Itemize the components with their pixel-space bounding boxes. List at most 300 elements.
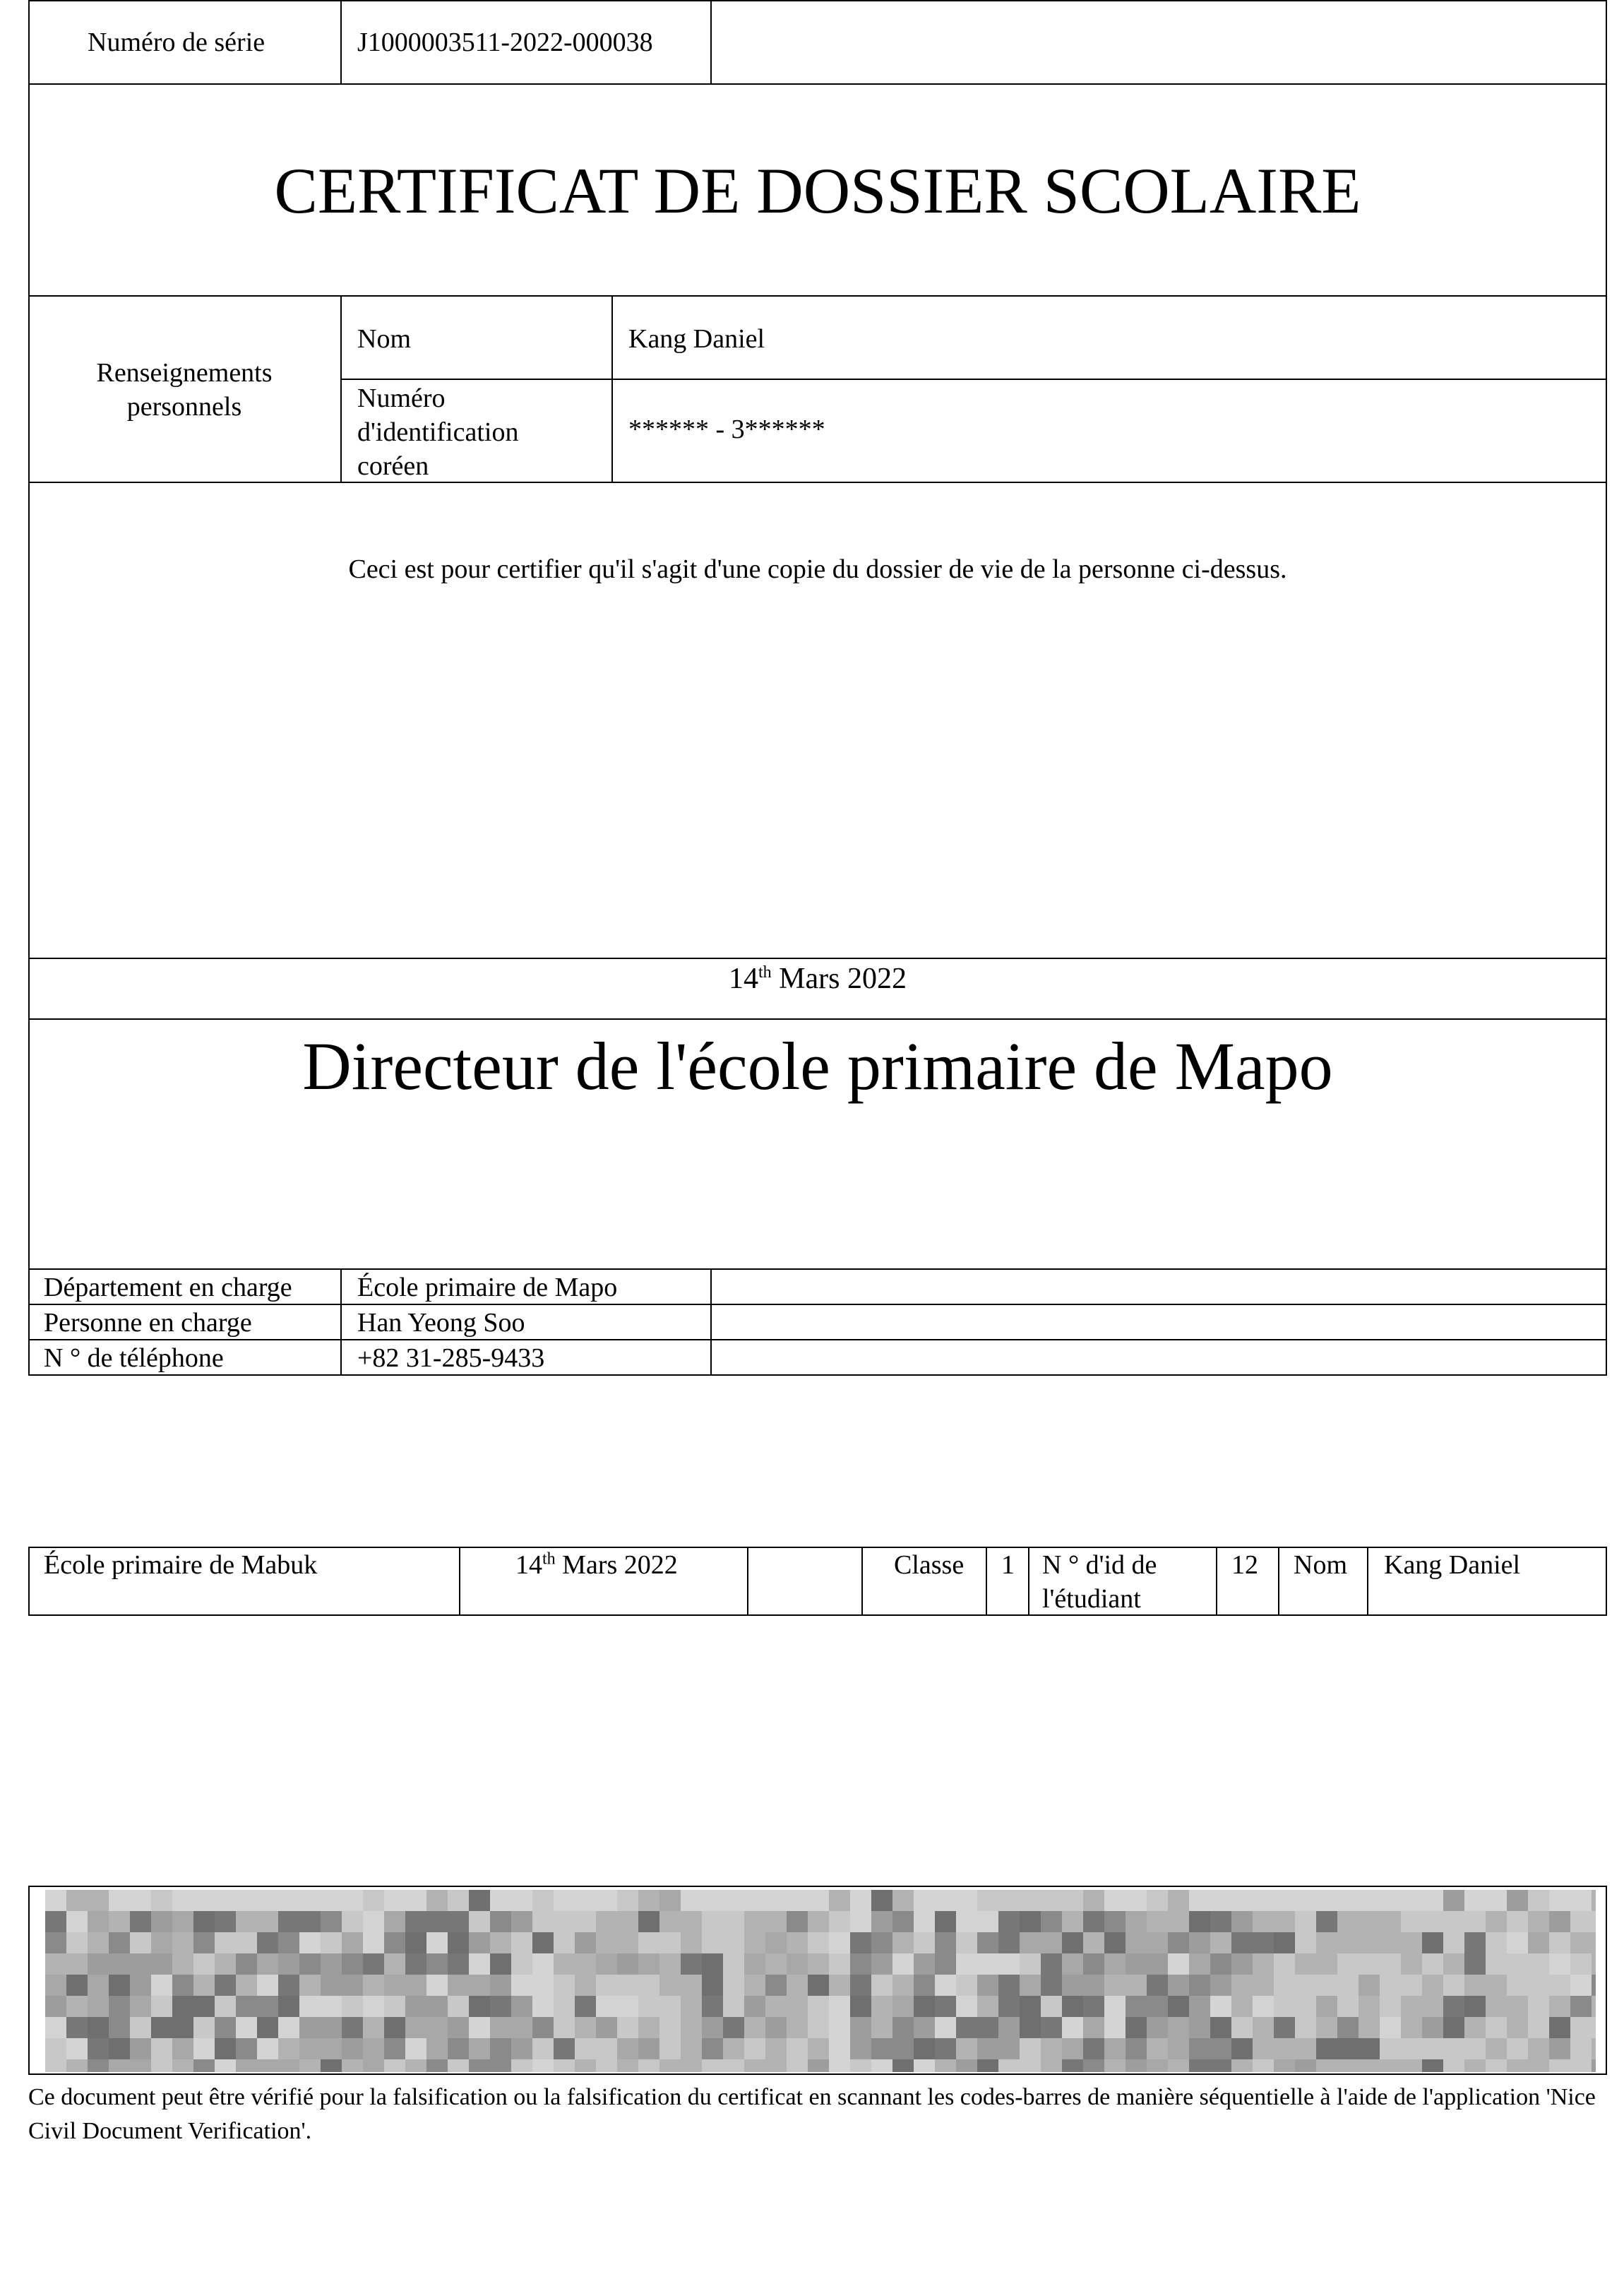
barcode-block: [977, 1953, 998, 1975]
barcode-block: [448, 2017, 469, 2038]
barcode-block: [363, 2038, 384, 2059]
barcode-block: [236, 2038, 257, 2059]
barcode-block: [1316, 1953, 1337, 1975]
barcode-block: [1231, 1996, 1253, 2017]
barcode-block: [66, 1953, 88, 1975]
barcode-block: [511, 2059, 532, 2072]
barcode-block: [1083, 1996, 1104, 2017]
barcode-block: [554, 1911, 575, 1932]
barcode-block: [1486, 2038, 1507, 2059]
barcode-block: [532, 2038, 554, 2059]
issuer-title: Directeur de l'école primaire de Mapo: [302, 1028, 1333, 1104]
barcode-block: [829, 1953, 850, 1975]
barcode-block: [659, 1890, 681, 1911]
barcode-block: [490, 1911, 511, 1932]
summary-class-value: 1: [1001, 1550, 1015, 1580]
barcode-block: [1189, 1890, 1210, 1911]
barcode-block: [681, 1953, 702, 1975]
barcode-block: [1528, 1996, 1549, 2017]
barcode-block: [299, 1911, 321, 1932]
barcode-block: [1062, 1890, 1083, 1911]
barcode-block: [638, 1953, 659, 1975]
barcode-block: [1295, 2059, 1316, 2072]
barcode-block: [193, 2059, 215, 2072]
barcode-block: [1380, 1911, 1401, 1932]
barcode-block: [617, 1932, 638, 1953]
barcode-block: [829, 1890, 850, 1911]
barcode-block: [426, 1890, 448, 1911]
barcode-block: [765, 1911, 787, 1932]
barcode-block: [511, 2038, 532, 2059]
barcode-block: [363, 1953, 384, 1975]
summary-name-label: Nom: [1294, 1550, 1347, 1580]
barcode-block: [1486, 1890, 1507, 1911]
barcode-block: [1147, 1890, 1168, 1911]
barcode-block: [532, 1953, 554, 1975]
barcode-block: [490, 1953, 511, 1975]
barcode-block: [1359, 2017, 1380, 2038]
barcode-block: [681, 2038, 702, 2059]
barcode-block: [1549, 1932, 1570, 1953]
barcode-block: [892, 2038, 914, 2059]
barcode-block: [321, 1975, 342, 1996]
barcode-block: [236, 1996, 257, 2017]
barcode-block: [1104, 1996, 1126, 2017]
serial-row-divider: [28, 83, 1607, 85]
barcode-block: [469, 1996, 490, 2017]
barcode-block: [1104, 2017, 1126, 2038]
barcode-block: [299, 1932, 321, 1953]
barcode-block: [1210, 1932, 1231, 1953]
barcode-block: [172, 2059, 193, 2072]
barcode-block: [765, 2059, 787, 2072]
barcode-block: [236, 1953, 257, 1975]
barcode-block: [405, 1953, 426, 1975]
barcode-block: [469, 2038, 490, 2059]
barcode-block: [172, 1996, 193, 2017]
barcode-block: [808, 2059, 829, 2072]
barcode-block: [998, 2059, 1020, 2072]
barcode-block: [617, 1953, 638, 1975]
barcode-block: [659, 1932, 681, 1953]
barcode-block: [448, 2038, 469, 2059]
barcode-block: [575, 1932, 596, 1953]
barcode-block: [1507, 1996, 1528, 2017]
date-row-bottom-divider: [28, 1018, 1607, 1020]
barcode-block: [554, 2017, 575, 2038]
barcode-block: [88, 1890, 109, 1911]
barcode-block: [596, 1975, 617, 1996]
barcode-block: [342, 1932, 363, 1953]
barcode-block: [1337, 1953, 1359, 1975]
barcode-block: [702, 2017, 723, 2038]
barcode-block: [787, 1996, 808, 2017]
barcode-block: [1507, 1953, 1528, 1975]
barcode-block: [1041, 1975, 1062, 1996]
barcode-block: [787, 1932, 808, 1953]
barcode-block: [1231, 1890, 1253, 1911]
barcode-block: [1486, 1911, 1507, 1932]
barcode-block: [1253, 1911, 1274, 1932]
barcode-block: [723, 2059, 744, 2072]
barcode-block: [278, 1911, 299, 1932]
serial-col-divider-1: [340, 0, 342, 83]
barcode-block: [808, 1996, 829, 2017]
barcode-block: [892, 1890, 914, 1911]
barcode-block: [1380, 1890, 1401, 1911]
barcode-block: [1464, 1953, 1486, 1975]
barcode-block: [532, 1911, 554, 1932]
barcode-block: [1380, 1932, 1401, 1953]
barcode-block: [1337, 1890, 1359, 1911]
barcode-block: [384, 1975, 405, 1996]
issue-date: [28, 962, 1607, 996]
barcode-block: [363, 2059, 384, 2072]
barcode-block: [1210, 1996, 1231, 2017]
barcode-block: [363, 1975, 384, 1996]
barcode-block: [109, 1890, 130, 1911]
barcode-block: [469, 1932, 490, 1953]
barcode-block: [1147, 1953, 1168, 1975]
barcode-block: [236, 1890, 257, 1911]
barcode-block: [384, 1890, 405, 1911]
barcode-block: [321, 2017, 342, 2038]
barcode-block: [1083, 1953, 1104, 1975]
barcode-block: [1126, 1932, 1147, 1953]
barcode-block: [1020, 2017, 1041, 2038]
barcode-block: [850, 1996, 871, 2017]
barcode-block: [1104, 2038, 1126, 2059]
barcode-block: [765, 1890, 787, 1911]
barcode-block: [808, 1953, 829, 1975]
barcode-block: [299, 2059, 321, 2072]
barcode-block: [342, 1975, 363, 1996]
barcode-block: [236, 2059, 257, 2072]
barcode-block: [257, 1953, 278, 1975]
barcode-block: [1549, 1996, 1570, 2017]
barcode-block: [787, 2059, 808, 2072]
barcode-block: [109, 1953, 130, 1975]
barcode-block: [638, 2038, 659, 2059]
barcode-block: [532, 2059, 554, 2072]
barcode-block: [1337, 1911, 1359, 1932]
barcode-block: [659, 2059, 681, 2072]
barcode-block: [829, 1996, 850, 2017]
barcode-block: [1041, 2059, 1062, 2072]
barcode-block: [66, 1890, 88, 1911]
barcode-block: [490, 1890, 511, 1911]
barcode-block: [638, 1996, 659, 2017]
barcode-block: [723, 1975, 744, 1996]
barcode-block: [1147, 1975, 1168, 1996]
verification-note: Ce document peut être vérifié pour la falsification ou la falsification du certificat en scannant les codes-barres de manière séquentielle à l'aide de l'application 'Nice Civil Document Verification'.: [28, 2084, 1596, 2144]
barcode-block: [215, 2059, 236, 2072]
barcode-block: [299, 1975, 321, 1996]
barcode-block: [130, 2038, 151, 2059]
barcode-block: [1337, 1932, 1359, 1953]
barcode-block: [490, 2059, 511, 2072]
barcode-block: [193, 2038, 215, 2059]
barcode-block: [1083, 1975, 1104, 1996]
barcode-block: [744, 2038, 765, 2059]
barcode-block: [998, 1890, 1020, 1911]
barcode-block: [808, 1890, 829, 1911]
summary-col-2: [747, 1547, 748, 1616]
barcode-block: [1337, 2017, 1359, 2038]
barcode-block: [1486, 1932, 1507, 1953]
barcode-block: [998, 2038, 1020, 2059]
barcode-block: [321, 1911, 342, 1932]
barcode-block: [405, 2059, 426, 2072]
barcode-block: [765, 1975, 787, 1996]
barcode-block: [787, 1911, 808, 1932]
barcode-block: [1020, 2059, 1041, 2072]
barcode-block: [1422, 1975, 1443, 1996]
barcode-block: [1528, 2017, 1549, 2038]
barcode-block: [66, 1975, 88, 1996]
serial-value: J1000003511-2022-000038: [357, 28, 653, 57]
issue-date-rest: Mars 2022: [779, 963, 907, 995]
barcode-block: [744, 1890, 765, 1911]
summary-student-id-label: N ° d'id de l'étudiant: [1042, 1550, 1157, 1614]
barcode-block: [342, 2059, 363, 2072]
barcode-block: [998, 1953, 1020, 1975]
barcode-block: [1104, 1932, 1126, 1953]
barcode-block: [1316, 1911, 1337, 1932]
barcode-block: [1592, 2059, 1596, 2072]
barcode-block: [1359, 1932, 1380, 1953]
summary-col-6: [1216, 1547, 1217, 1616]
barcode-block: [1570, 2038, 1592, 2059]
barcode-block: [1570, 1953, 1592, 1975]
barcode-block: [1147, 2059, 1168, 2072]
barcode-block: [193, 1996, 215, 2017]
barcode-block: [1549, 1975, 1570, 1996]
barcode-block: [1359, 1996, 1380, 2017]
barcode-block: [1528, 1975, 1549, 1996]
barcode-block: [1041, 1996, 1062, 2017]
barcode-block: [511, 2017, 532, 2038]
barcode-block: [45, 1953, 66, 1975]
barcode-block: [659, 2038, 681, 2059]
barcode-block: [1570, 1975, 1592, 1996]
barcode-block: [1401, 2059, 1422, 2072]
barcode-block: [321, 2059, 342, 2072]
barcode-block: [1380, 2059, 1401, 2072]
summary-col-5: [1028, 1547, 1029, 1616]
serial-label: Numéro de série: [88, 28, 265, 57]
barcode-block: [1443, 2038, 1464, 2059]
barcode-block: [342, 2017, 363, 2038]
barcode-block: [871, 2017, 892, 2038]
barcode-block: [617, 1975, 638, 1996]
barcode-block: [1062, 2017, 1083, 2038]
date-row-top-divider: [28, 958, 1607, 959]
barcode-block: [850, 1932, 871, 1953]
personal-col-divider-2: [611, 295, 613, 482]
barcode-block: [1189, 2059, 1210, 2072]
barcode-block: [1147, 1911, 1168, 1932]
barcode-block: [215, 2038, 236, 2059]
barcode-block: [1168, 1932, 1189, 1953]
barcode-block: [511, 1911, 532, 1932]
summary-class-label: Classe: [894, 1550, 965, 1580]
barcode-block: [977, 2017, 998, 2038]
barcode-block: [490, 1932, 511, 1953]
barcode-block: [892, 1975, 914, 1996]
barcode-block: [299, 1996, 321, 2017]
barcode-block: [88, 1953, 109, 1975]
barcode-block: [596, 1911, 617, 1932]
barcode-block: [1422, 2059, 1443, 2072]
barcode-block: [1401, 2038, 1422, 2059]
barcode-block: [914, 1975, 935, 1996]
personal-col-divider-1: [340, 295, 342, 482]
barcode-block: [1443, 1890, 1464, 1911]
barcode-block: [405, 1911, 426, 1932]
barcode-block: [215, 2017, 236, 2038]
barcode-block: [871, 2059, 892, 2072]
barcode-block: [1592, 2038, 1596, 2059]
summary-date: [515, 1548, 678, 1582]
barcode-block: [914, 1932, 935, 1953]
barcode-block: [935, 1953, 956, 1975]
barcode-block: [1337, 1975, 1359, 1996]
barcode-block: [426, 1975, 448, 1996]
barcode-block: [236, 2017, 257, 2038]
barcode-block: [1104, 1890, 1126, 1911]
barcode-block: [1507, 1975, 1528, 1996]
barcode-block: [1337, 1996, 1359, 2017]
barcode-block: [1295, 1975, 1316, 1996]
barcode-block: [1507, 2038, 1528, 2059]
barcode-block: [532, 1975, 554, 1996]
barcode-block: [1083, 1911, 1104, 1932]
barcode-block: [829, 1911, 850, 1932]
barcode-block: [1316, 1890, 1337, 1911]
barcode-block: [1231, 2059, 1253, 2072]
barcode-block: [554, 1996, 575, 2017]
barcode-block: [1570, 1996, 1592, 2017]
barcode-block: [278, 1996, 299, 2017]
barcode-block: [321, 1953, 342, 1975]
barcode-block: [172, 1911, 193, 1932]
barcode-block: [1316, 2059, 1337, 2072]
barcode-block: [448, 1911, 469, 1932]
barcode-block: [871, 1975, 892, 1996]
barcode-block: [151, 1890, 172, 1911]
barcode-block: [1443, 1996, 1464, 2017]
barcode-block: [1401, 1932, 1422, 1953]
barcode-block: [1189, 1975, 1210, 1996]
barcode-block: [1189, 1953, 1210, 1975]
phone-value: +82 31-285-9433: [357, 1343, 545, 1373]
barcode-block: [829, 1932, 850, 1953]
barcode-block: [66, 1932, 88, 1953]
barcode-block: [215, 1890, 236, 1911]
barcode-block: [215, 1911, 236, 1932]
barcode-block: [765, 2017, 787, 2038]
barcode-block: [829, 1975, 850, 1996]
barcode-block: [681, 1932, 702, 1953]
person-label: Personne en charge: [44, 1308, 252, 1338]
barcode-block: [130, 1975, 151, 1996]
barcode-block: [130, 1996, 151, 2017]
barcode-block: [1549, 2059, 1570, 2072]
barcode-block: [956, 1890, 977, 1911]
barcode-block: [1189, 2017, 1210, 2038]
barcode-block: [278, 2038, 299, 2059]
barcode-block: [384, 1932, 405, 1953]
barcode-block: [405, 1975, 426, 1996]
barcode-block: [1295, 2017, 1316, 2038]
barcode-block: [1295, 1953, 1316, 1975]
barcode-block: [1253, 1890, 1274, 1911]
summary-col-8: [1367, 1547, 1368, 1616]
barcode-block: [1062, 1996, 1083, 2017]
barcode-block: [596, 2059, 617, 2072]
barcode-block: [151, 1911, 172, 1932]
person-value: Han Yeong Soo: [357, 1308, 525, 1338]
department-value: École primaire de Mapo: [357, 1273, 618, 1302]
barcode-block: [1189, 2038, 1210, 2059]
barcode-block: [384, 1911, 405, 1932]
barcode-block: [1168, 1953, 1189, 1975]
barcode-block: [1231, 1911, 1253, 1932]
barcode-block: [109, 1932, 130, 1953]
barcode-block: [1020, 2038, 1041, 2059]
barcode-block: [596, 1953, 617, 1975]
barcode-block: [1062, 2038, 1083, 2059]
barcode-block: [405, 2017, 426, 2038]
barcode-block: [1549, 1890, 1570, 1911]
barcode-block: [659, 1911, 681, 1932]
barcode-block: [1401, 1911, 1422, 1932]
barcode-block: [426, 1932, 448, 1953]
barcode-block: [257, 1911, 278, 1932]
barcode-block: [1126, 2059, 1147, 2072]
barcode-block: [1486, 1996, 1507, 2017]
barcode-block: [1359, 2059, 1380, 2072]
barcode-block: [914, 2038, 935, 2059]
barcode-block: [363, 2017, 384, 2038]
personal-inner-divider: [340, 379, 1607, 380]
barcode-block: [1443, 2059, 1464, 2072]
barcode-block: [681, 1890, 702, 1911]
barcode-block: [257, 2017, 278, 2038]
barcode-block: [1592, 1975, 1596, 1996]
barcode-block: [765, 2038, 787, 2059]
barcode-block: [321, 2038, 342, 2059]
barcode-block: [1464, 1975, 1486, 1996]
barcode-block: [1020, 1890, 1041, 1911]
barcode-block: [1507, 1890, 1528, 1911]
summary-date-rest: Mars 2022: [562, 1550, 678, 1580]
barcode-block: [1210, 1953, 1231, 1975]
summary-student-id-value: 12: [1231, 1550, 1258, 1580]
barcode-block: [193, 1932, 215, 1953]
barcode-block: [935, 1932, 956, 1953]
barcode-block: [1464, 2038, 1486, 2059]
barcode-block: [1210, 1890, 1231, 1911]
barcode-block: [702, 1996, 723, 2017]
barcode-block: [1274, 1996, 1295, 2017]
barcode-block: [998, 1911, 1020, 1932]
barcode-block: [426, 1996, 448, 2017]
barcode-block: [405, 2038, 426, 2059]
barcode-block: [1464, 1911, 1486, 1932]
barcode-block: [765, 1932, 787, 1953]
